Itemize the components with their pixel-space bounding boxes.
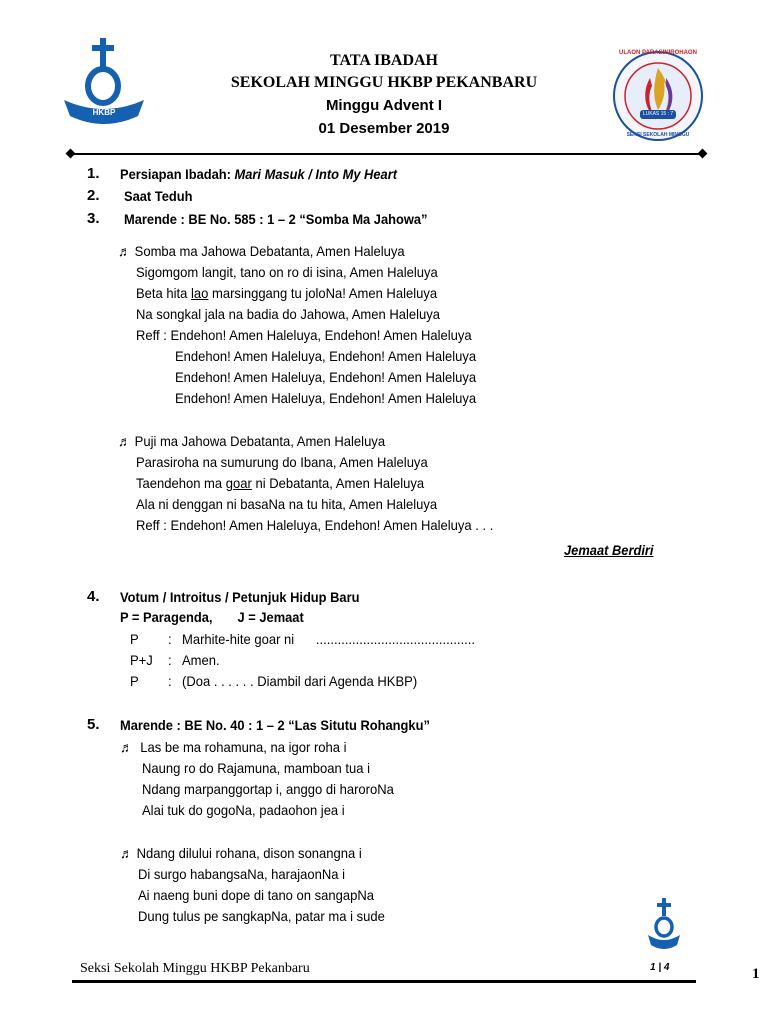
music-note-icon: ♬ bbox=[118, 433, 132, 449]
lyric-line: ♬ Ndang dilului rohana, dison sonangna i bbox=[120, 845, 362, 861]
lyric-line: Beta hita lao marsinggang tu joloNa! Amen Haleluya bbox=[136, 285, 438, 301]
lyric-line: Di surgo habangsaNa, harajaonNa i bbox=[138, 866, 346, 882]
item-1-label bbox=[120, 166, 397, 182]
votum-sep: : bbox=[168, 673, 172, 689]
doc-subtitle: SEKOLAH MINGGU HKBP PEKANBARU bbox=[230, 74, 538, 91]
item-2-number: 2. bbox=[87, 187, 100, 204]
logo-arc-top-text: ULAON PARASINIROHAON bbox=[619, 50, 697, 56]
hkbp-logo-text: HKBP bbox=[92, 108, 116, 117]
item-1-song: Mari Masuk / Into My Heart bbox=[234, 166, 397, 182]
lyric-line: Dung tulus pe sangkapNa, patar ma i sude bbox=[138, 908, 385, 924]
flame-emblem-icon bbox=[612, 48, 704, 144]
lyric-reff: Endehon! Amen Haleluya, Endehon! Amen Haleluya bbox=[175, 369, 477, 385]
music-note-icon: ♬ bbox=[120, 739, 134, 755]
votum-who: P bbox=[130, 631, 139, 647]
lyric-line: Ndang marpanggortap i, anggo di haroroNa bbox=[142, 781, 394, 797]
logo-badge-text: LUKAS 15 : 7 bbox=[642, 111, 674, 117]
votum-sep: : bbox=[168, 652, 172, 668]
outer-page-number: 1 bbox=[752, 966, 760, 982]
footer-divider bbox=[72, 980, 696, 983]
jemaat-berdiri-note: Jemaat Berdiri bbox=[564, 542, 654, 558]
item-4-number: 4. bbox=[87, 588, 100, 605]
sekolah-minggu-logo bbox=[612, 48, 704, 144]
doc-week: Minggu Advent I bbox=[325, 97, 443, 114]
votum-who: P bbox=[130, 673, 139, 689]
votum-sep: : bbox=[168, 631, 172, 647]
item-5-label: Marende : BE No. 40 : 1 – 2 “Las Situtu Rohangku” bbox=[120, 717, 430, 733]
lyric-reff: Endehon! Amen Haleluya, Endehon! Amen Haleluya bbox=[175, 390, 477, 406]
hkbp-small-logo bbox=[646, 897, 682, 953]
item-3-number: 3. bbox=[87, 210, 100, 227]
item-3-label: Marende : BE No. 585 : 1 – 2 “Somba Ma Jahowa” bbox=[124, 211, 428, 227]
votum-who: P+J bbox=[130, 652, 153, 668]
item-4-label: Votum / Introitus / Petunjuk Hidup Baru bbox=[120, 589, 360, 605]
music-note-icon: ♬ bbox=[120, 845, 134, 861]
lyric-line: Parasiroha na sumurung do Ibana, Amen Haleluya bbox=[136, 454, 428, 470]
lyric-line: Ala ni denggan ni basaNa na tu hita, Amen Haleluya bbox=[136, 496, 438, 512]
votum-text: Amen. bbox=[182, 652, 220, 668]
item-1-label-text: Persiapan Ibadah: bbox=[120, 166, 231, 182]
item-1-number: 1. bbox=[87, 165, 100, 182]
doc-title: TATA IBADAH bbox=[329, 52, 438, 69]
lyric-line: Na songkal jala na badia do Jahowa, Amen Haleluya bbox=[136, 306, 441, 322]
votum-text: (Doa . . . . . . Diambil dari Agenda HKBP) bbox=[182, 673, 418, 689]
lyric-line: Sigomgom langit, tano on ro di isina, Amen Haleluya bbox=[136, 264, 438, 280]
footer-section-name: Seksi Sekolah Minggu HKBP Pekanbaru bbox=[80, 961, 310, 976]
lyric-line: ♬ Puji ma Jahowa Debatanta, Amen Haleluya bbox=[118, 433, 386, 449]
hkbp-cross-icon bbox=[60, 36, 148, 132]
item-2-label: Saat Teduh bbox=[124, 188, 193, 204]
lyric-line: ♬ Las be ma rohamuna, na igor roha i bbox=[120, 739, 347, 755]
lyric-line: Taendehon ma goar ni Debatanta, Amen Haleluya bbox=[136, 475, 425, 491]
lyric-line: Ai naeng buni dope di tano on sangapNa bbox=[138, 887, 375, 903]
item-5-number: 5. bbox=[87, 716, 100, 733]
hkbp-logo bbox=[60, 36, 148, 132]
votum-legend: P = Paragenda, J = Jemaat bbox=[120, 609, 304, 625]
music-note-icon: ♬ bbox=[118, 243, 132, 259]
doc-date: 01 Desember 2019 bbox=[318, 120, 450, 137]
footer-page-number: 1 | 4 bbox=[650, 962, 670, 973]
divider-diamond-left bbox=[66, 149, 76, 159]
votum-text: Marhite-hite goar ni ............................................ bbox=[182, 631, 476, 647]
hkbp-small-cross-icon bbox=[646, 897, 682, 953]
lyric-reff: Reff : Endehon! Amen Haleluya, Endehon! Amen Haleluya bbox=[136, 327, 472, 343]
lyric-reff: Reff : Endehon! Amen Haleluya, Endehon! Amen Haleluya . . . bbox=[136, 517, 494, 533]
lyric-line: Naung ro do Rajamuna, mamboan tua i bbox=[142, 760, 370, 776]
lyric-line: Alai tuk do gogoNa, padaohon jea i bbox=[142, 802, 345, 818]
lyric-reff: Endehon! Amen Haleluya, Endehon! Amen Haleluya bbox=[175, 348, 477, 364]
lyric-line: ♬ Somba ma Jahowa Debatanta, Amen Haleluya bbox=[118, 243, 405, 259]
header-divider bbox=[72, 153, 702, 155]
divider-diamond-right bbox=[698, 149, 708, 159]
logo-arc-bottom-text: SEKSI SEKOLAH MINGGU bbox=[626, 132, 690, 138]
